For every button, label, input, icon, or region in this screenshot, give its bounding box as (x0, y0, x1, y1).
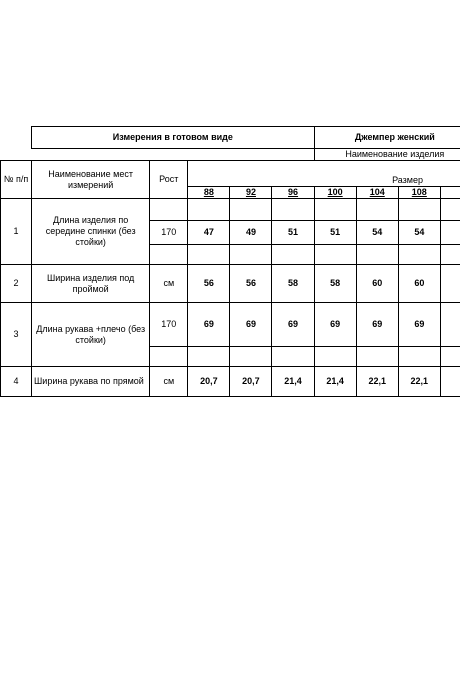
cell (314, 245, 356, 265)
value-cell: 56 (188, 265, 230, 303)
size-header-empty (440, 187, 460, 199)
value-cell: 56 (230, 265, 272, 303)
cell (150, 245, 188, 265)
value-cell: 20,7 (230, 367, 272, 397)
cell (230, 245, 272, 265)
cell (230, 199, 272, 221)
cell (440, 347, 460, 367)
sheet-title: Измерения в готовом виде (32, 127, 315, 149)
value-cell: 51 (272, 221, 314, 245)
cell (356, 199, 398, 221)
row-unit-top (150, 199, 188, 221)
size-header: 92 (230, 187, 272, 199)
value-cell: 69 (230, 303, 272, 347)
value-cell: 51 (314, 221, 356, 245)
size-group-header: Размер (188, 161, 460, 187)
row-name: Длина изделия по середине спинки (без стойки) (32, 199, 150, 265)
cell (356, 347, 398, 367)
value-cell: 69 (314, 303, 356, 347)
cell (440, 199, 460, 221)
row-unit: см (150, 265, 188, 303)
row-unit: 170 (150, 221, 188, 245)
measurement-sheet (0, 126, 460, 410)
row-num: 3 (1, 303, 32, 367)
cell (272, 347, 314, 367)
cell (188, 245, 230, 265)
cell (398, 245, 440, 265)
value-cell: 47 (188, 221, 230, 245)
value-cell: 58 (272, 265, 314, 303)
cell (398, 199, 440, 221)
value-cell: 60 (356, 265, 398, 303)
row-name: Ширина изделия под проймой (32, 265, 150, 303)
col-name-header: Наименование мест измерений (32, 161, 150, 199)
value-cell: 54 (398, 221, 440, 245)
cell (398, 347, 440, 367)
cell (440, 245, 460, 265)
value-cell: 54 (356, 221, 398, 245)
cell (356, 245, 398, 265)
value-cell: 69 (272, 303, 314, 347)
value-cell: 22,1 (356, 367, 398, 397)
row-num: 1 (1, 199, 32, 265)
cell (150, 347, 188, 367)
row-num: 2 (1, 265, 32, 303)
row-name: Длина рукава +плечо (без стойки) (32, 303, 150, 367)
cell (272, 245, 314, 265)
row-num: 4 (1, 367, 32, 397)
cell (188, 347, 230, 367)
row-unit: 170 (150, 303, 188, 347)
cell (314, 347, 356, 367)
size-header: 100 (314, 187, 356, 199)
value-cell: 58 (314, 265, 356, 303)
measurement-table (0, 126, 460, 397)
value-cell: 60 (398, 265, 440, 303)
value-cell: 22,1 (398, 367, 440, 397)
value-cell: 20,7 (188, 367, 230, 397)
cell (230, 347, 272, 367)
value-cell: 21,4 (272, 367, 314, 397)
col-num-header: № п/п (1, 161, 32, 199)
value-cell: 21,4 (314, 367, 356, 397)
cell (440, 367, 460, 397)
product-name: Джемпер женский (314, 127, 460, 149)
size-header: 96 (272, 187, 314, 199)
col-height-header: Рост (150, 161, 188, 199)
size-header: 104 (356, 187, 398, 199)
cell (440, 265, 460, 303)
row-unit: см (150, 367, 188, 397)
cell (272, 199, 314, 221)
cell (440, 303, 460, 347)
size-header: 108 (398, 187, 440, 199)
cell (314, 199, 356, 221)
value-cell: 69 (398, 303, 440, 347)
size-header: 88 (188, 187, 230, 199)
value-cell: 69 (356, 303, 398, 347)
value-cell: 69 (188, 303, 230, 347)
product-caption: Наименование изделия (314, 149, 460, 161)
row-name: Ширина рукава по прямой (32, 367, 150, 397)
cell (440, 221, 460, 245)
cell (188, 199, 230, 221)
value-cell: 49 (230, 221, 272, 245)
